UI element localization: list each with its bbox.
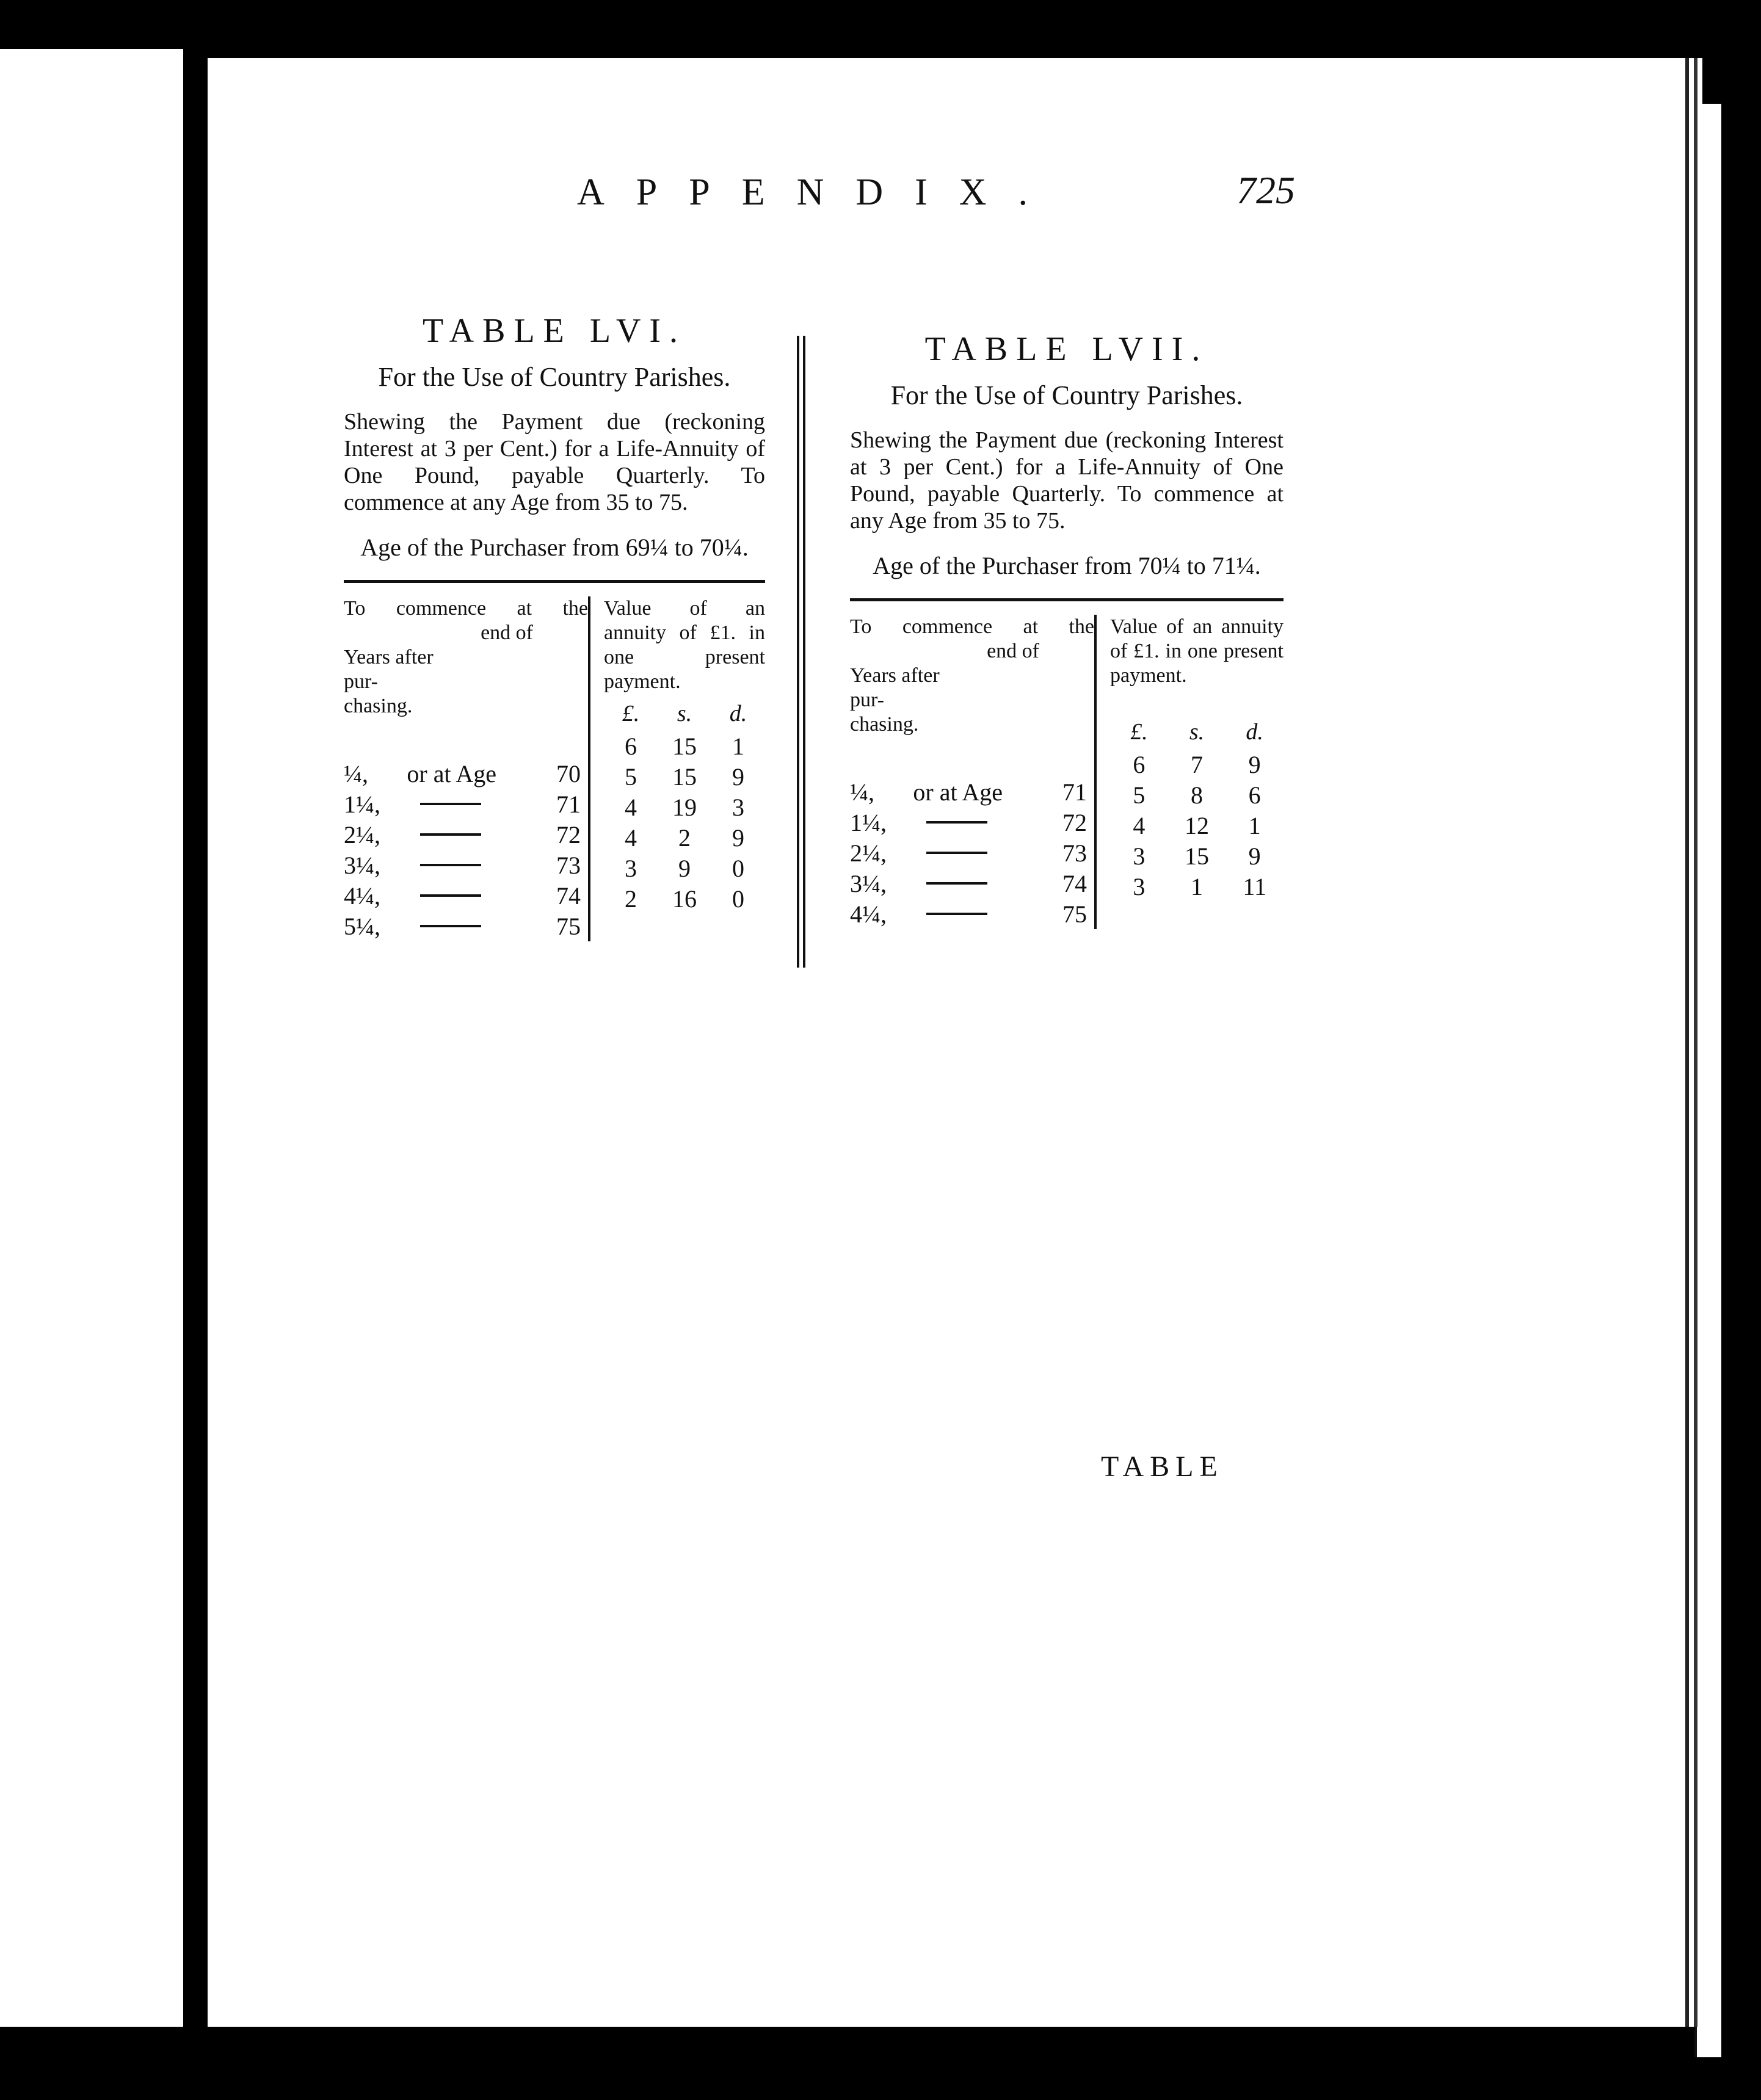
age-cell: 73: [556, 851, 581, 879]
page-number: 725: [1236, 168, 1295, 212]
years-cell: ¼,: [850, 778, 874, 806]
years-cell: 4¼,: [344, 882, 380, 910]
pounds-cell: 6: [625, 732, 637, 760]
age-cell: 71: [556, 790, 581, 818]
table-row: [850, 777, 1094, 807]
table-row: [850, 838, 1094, 868]
pounds-cell: 3: [1133, 872, 1146, 900]
ditto-rule: [911, 852, 1003, 854]
age-cell: 73: [1062, 839, 1087, 867]
ditto-rule: [405, 833, 496, 836]
pounds-cell: 3: [625, 854, 637, 882]
ditto-rule: [911, 821, 1003, 824]
value-column: [588, 596, 765, 941]
value-row: [604, 822, 765, 853]
age-cell: 75: [556, 912, 581, 940]
table-description: Shewing the Payment due (reckoning Interest at 3 per Cent.) for a Life-Annuity of One Pound, payable Quarterly. To commence at any Age from 35 to 75.: [344, 409, 765, 515]
shillings-cell: 7: [1191, 750, 1203, 778]
shillings-cell: 15: [672, 732, 697, 760]
ditto-rule: [405, 803, 496, 805]
years-header: To commence at the end of Years after pur-chasing.: [850, 615, 1094, 736]
ditto-rule: [405, 864, 496, 866]
shillings-cell: 15: [1185, 842, 1209, 870]
table-row: [344, 880, 588, 911]
units-row: £. s. d.: [1130, 719, 1263, 745]
pence-cell: 9: [1248, 750, 1261, 778]
value-row: [604, 883, 765, 914]
age-cell: 75: [1062, 900, 1087, 928]
years-cell: 3¼,: [850, 869, 887, 897]
table-row: [850, 807, 1094, 838]
pounds-cell: 2: [625, 885, 637, 913]
value-header: Value of an annuity of £1. in one present payment.: [1110, 615, 1284, 687]
ditto-rule: [911, 913, 1003, 915]
shillings-cell: 9: [678, 854, 691, 882]
years-cell: ¼,: [344, 759, 368, 788]
table-description: Shewing the Payment due (reckoning Interest at 3 per Cent.) for a Life-Annuity of One Pound, payable Quarterly. To commence at any Age from 35 to 75.: [850, 427, 1284, 534]
years-column: [344, 596, 588, 941]
ditto-rule: [911, 882, 1003, 885]
table-row: [850, 868, 1094, 899]
value-column: [1094, 615, 1284, 929]
value-row: [604, 731, 765, 761]
annuity-table: [850, 615, 1284, 929]
table-row: [344, 819, 588, 850]
pounds-cell: 5: [625, 762, 637, 791]
shillings-cell: 12: [1185, 811, 1209, 839]
age-cell: 71: [1062, 778, 1087, 806]
pence-cell: 9: [732, 762, 744, 791]
shillings-cell: 2: [678, 824, 691, 852]
age-range: Age of the Purchaser from 69¼ to 70¼.: [360, 534, 749, 561]
pence-cell: 1: [1248, 811, 1261, 839]
value-row: [604, 792, 765, 822]
pence-cell: 3: [732, 793, 744, 821]
pounds-cell: 4: [1133, 811, 1146, 839]
ditto-rule: [405, 894, 496, 897]
shillings-cell: 15: [672, 762, 697, 791]
shillings-cell: 16: [672, 885, 697, 913]
rule: [850, 598, 1284, 601]
table-lvi: [344, 311, 765, 941]
value-row: [1110, 810, 1284, 841]
years-cell: 1¼,: [850, 808, 887, 836]
years-cell: 2¼,: [850, 839, 887, 867]
pence-cell: 6: [1248, 781, 1261, 809]
pence-cell: 0: [732, 885, 744, 913]
age-cell: 74: [1062, 869, 1087, 897]
years-cell: 2¼,: [344, 820, 380, 849]
table-row: [344, 911, 588, 941]
value-header: Value of an annuity of £1. in one present payment.: [604, 597, 765, 693]
table-title: TABLE LVII.: [924, 330, 1209, 368]
years-header: To commence at the end of Years after pur-chasing.: [344, 597, 588, 717]
pounds-cell: 3: [1133, 842, 1146, 870]
value-row: [1110, 841, 1284, 871]
pounds-cell: 4: [625, 824, 637, 852]
shillings-cell: 19: [672, 793, 697, 821]
pence-cell: 9: [1248, 842, 1261, 870]
table-subtitle: For the Use of Country Parishes.: [890, 380, 1243, 410]
pence-cell: 9: [732, 824, 744, 852]
units-row: £. s. d.: [622, 701, 747, 726]
table-row: [850, 899, 1094, 929]
table-subtitle: For the Use of Country Parishes.: [378, 362, 731, 392]
value-row: [604, 761, 765, 792]
rule: [344, 580, 765, 583]
years-cell: 1¼,: [344, 790, 380, 818]
age-cell: 70: [556, 759, 581, 788]
age-range: Age of the Purchaser from 70¼ to 71¼.: [873, 552, 1261, 579]
column-divider: [797, 336, 805, 968]
pence-cell: 11: [1243, 872, 1266, 900]
value-row: [1110, 749, 1284, 780]
annuity-table: [344, 596, 765, 941]
pence-cell: 0: [732, 854, 744, 882]
pounds-cell: 4: [625, 793, 637, 821]
facing-page: [0, 49, 183, 2027]
running-title: APPENDIX.: [576, 172, 1060, 213]
value-row: [1110, 871, 1284, 902]
table-row: [344, 789, 588, 819]
table-title: TABLE LVI.: [422, 312, 687, 350]
catchword: TABLE: [1101, 1450, 1224, 1483]
age-cell: 74: [556, 882, 581, 910]
table-lvii: [850, 330, 1284, 929]
age-label: or at Age: [407, 759, 496, 788]
value-row: [1110, 780, 1284, 810]
years-cell: 5¼,: [344, 912, 380, 940]
age-label: or at Age: [913, 778, 1003, 806]
ditto-rule: [405, 925, 496, 927]
shillings-cell: 8: [1191, 781, 1203, 809]
value-row: [604, 853, 765, 883]
years-cell: 4¼,: [850, 900, 887, 928]
age-cell: 72: [1062, 808, 1087, 836]
page-edge: [1694, 104, 1721, 2057]
pounds-cell: 5: [1133, 781, 1146, 809]
pounds-cell: 6: [1133, 750, 1146, 778]
years-column: [850, 615, 1094, 929]
years-cell: 3¼,: [344, 851, 380, 879]
shillings-cell: 1: [1191, 872, 1203, 900]
table-row: [344, 758, 588, 789]
pence-cell: 1: [732, 732, 744, 760]
table-row: [344, 850, 588, 880]
age-cell: 72: [556, 820, 581, 849]
